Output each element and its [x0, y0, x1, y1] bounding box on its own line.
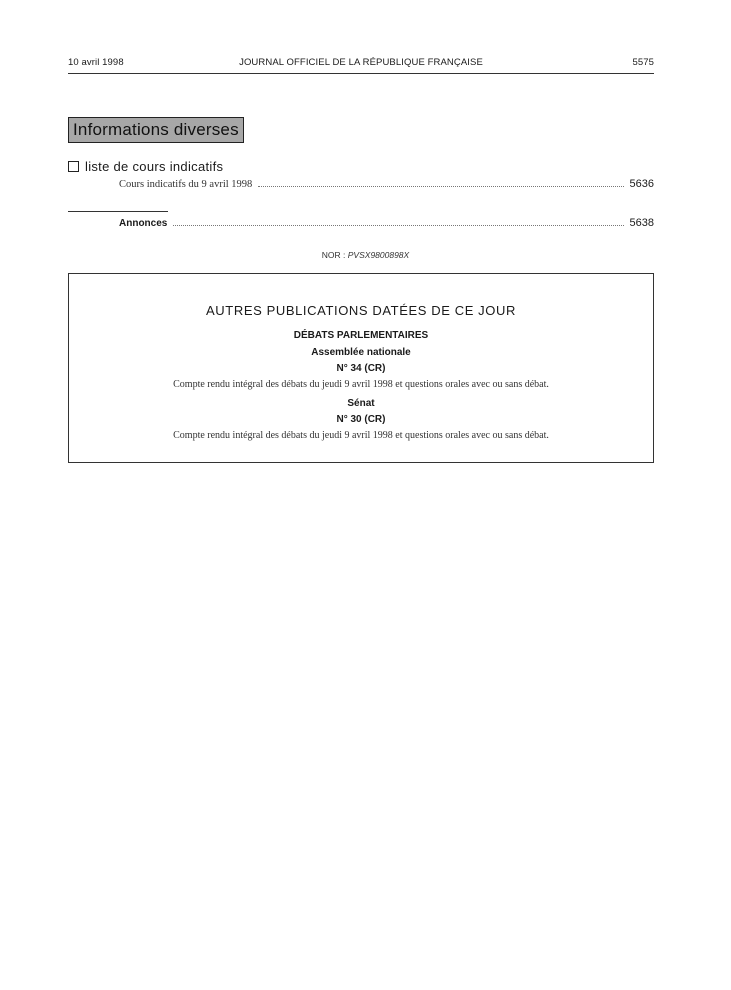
toc-entry-page: 5636	[629, 178, 654, 190]
toc-entry-annonces	[119, 216, 654, 230]
header-divider	[68, 73, 654, 74]
nor-prefix: NOR :	[321, 250, 346, 260]
header-journal-title: JOURNAL OFFICIEL DE LA RÉPUBLIQUE FRANÇAISE	[239, 57, 483, 68]
toc-leader-dots	[258, 177, 623, 187]
toc-entry-cours	[119, 177, 654, 191]
senat-name: Sénat	[347, 398, 375, 409]
publications-title: AUTRES PUBLICATIONS DATÉES DE CE JOUR	[206, 303, 516, 318]
toc-entry-label: Cours indicatifs du 9 avril 1998	[119, 179, 253, 190]
publications-subtitle: DÉBATS PARLEMENTAIRES	[293, 330, 429, 341]
assemblee-description: Compte rendu intégral des débats du jeudi 9 avril 1998 et questions orales avec ou sans débat.	[173, 379, 549, 390]
category-label: liste de cours indicatifs	[85, 159, 224, 174]
nor-code: PVSX9800898X	[347, 250, 410, 260]
section-divider	[68, 211, 168, 212]
assemblee-name: Assemblée nationale	[311, 347, 411, 358]
page-header	[68, 57, 654, 73]
section-title: Informations diverses	[68, 117, 244, 143]
toc-entry-label: Annonces	[119, 218, 168, 229]
category-heading	[68, 159, 223, 174]
checkbox-icon	[68, 161, 79, 172]
assemblee-number: N° 34 (CR)	[336, 363, 386, 374]
toc-leader-dots	[173, 216, 623, 226]
senat-description: Compte rendu intégral des débats du jeudi 9 avril 1998 et questions orales avec ou sans débat.	[173, 430, 549, 441]
header-date: 10 avril 1998	[68, 57, 124, 68]
publications-box	[68, 273, 654, 463]
toc-entry-page: 5638	[629, 217, 654, 229]
header-page-number: 5575	[632, 57, 654, 68]
senat-number: N° 30 (CR)	[336, 414, 386, 425]
nor-reference	[0, 250, 731, 260]
